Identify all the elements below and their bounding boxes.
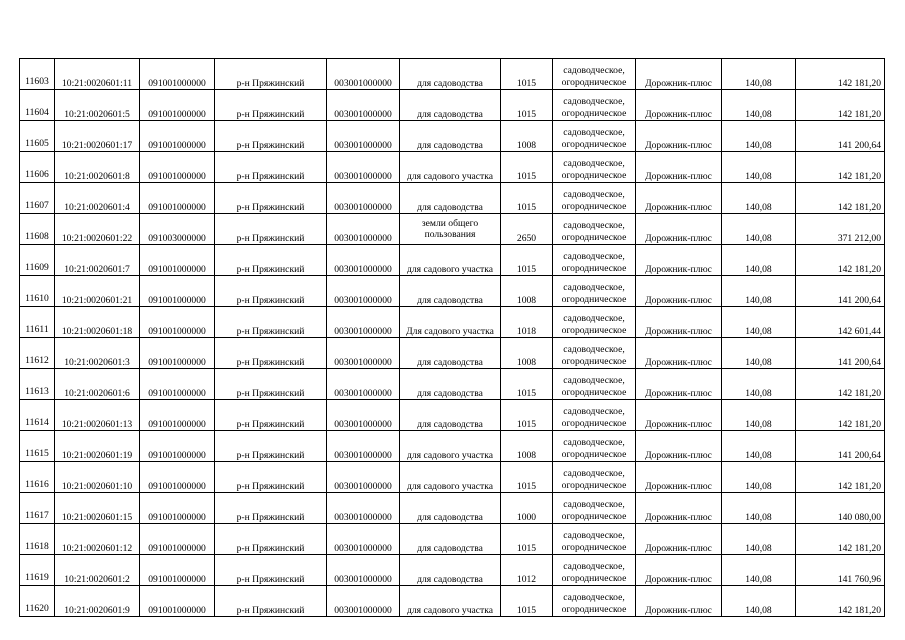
cell-land-category: садоводческое, огородническое bbox=[553, 307, 636, 338]
cell-district: р-н Пряжинский bbox=[215, 121, 327, 152]
cell-cadastral-number: 10:21:0020601:3 bbox=[55, 338, 140, 369]
cell-okato-code: 091001000000 bbox=[140, 90, 215, 121]
cell-land-category: садоводческое, огородническое bbox=[553, 555, 636, 586]
cell-cadastral-number: 10:21:0020601:10 bbox=[55, 462, 140, 493]
table-row bbox=[20, 276, 885, 307]
cell-district: р-н Пряжинский bbox=[215, 400, 327, 431]
cell-oktmo-code: 003001000000 bbox=[327, 524, 400, 555]
cell-district: р-н Пряжинский bbox=[215, 90, 327, 121]
table-row bbox=[20, 462, 885, 493]
cell-okato-code: 091001000000 bbox=[140, 462, 215, 493]
cell-permitted-use: для садового участка bbox=[400, 462, 501, 493]
cell-permitted-use: для садоводства bbox=[400, 493, 501, 524]
cell-specific-value: 140,08 bbox=[722, 214, 796, 245]
cell-settlement-name: Дорожник-плюс bbox=[636, 369, 722, 400]
cell-land-category: садоводческое, огородническое bbox=[553, 431, 636, 462]
table-row bbox=[20, 183, 885, 214]
cell-land-category: садоводческое, огородническое bbox=[553, 493, 636, 524]
cell-specific-value: 140,08 bbox=[722, 369, 796, 400]
cell-land-category: садоводческое, огородническое bbox=[553, 152, 636, 183]
cell-district: р-н Пряжинский bbox=[215, 555, 327, 586]
cell-okato-code: 091001000000 bbox=[140, 59, 215, 90]
table-row bbox=[20, 493, 885, 524]
cell-okato-code: 091001000000 bbox=[140, 369, 215, 400]
table-body bbox=[20, 59, 885, 617]
cell-row-number: 11606 bbox=[20, 152, 55, 183]
cell-cadastral-number: 10:21:0020601:4 bbox=[55, 183, 140, 214]
cell-row-number: 11616 bbox=[20, 462, 55, 493]
cell-specific-value: 140,08 bbox=[722, 245, 796, 276]
cell-land-category: садоводческое, огородническое bbox=[553, 369, 636, 400]
cell-district: р-н Пряжинский bbox=[215, 586, 327, 617]
cell-cadastral-number: 10:21:0020601:22 bbox=[55, 214, 140, 245]
cell-cadastral-value: 141 200,64 bbox=[796, 276, 885, 307]
cell-cadastral-number: 10:21:0020601:6 bbox=[55, 369, 140, 400]
cell-cadastral-number: 10:21:0020601:13 bbox=[55, 400, 140, 431]
cell-settlement-name: Дорожник-плюс bbox=[636, 462, 722, 493]
cell-okato-code: 091001000000 bbox=[140, 400, 215, 431]
table-row bbox=[20, 555, 885, 586]
cell-settlement-name: Дорожник-плюс bbox=[636, 59, 722, 90]
cell-district: р-н Пряжинский bbox=[215, 524, 327, 555]
cell-area: 1012 bbox=[501, 555, 553, 586]
cell-specific-value: 140,08 bbox=[722, 338, 796, 369]
cell-permitted-use: для садового участка bbox=[400, 245, 501, 276]
cell-permitted-use: для садоводства bbox=[400, 400, 501, 431]
cell-row-number: 11620 bbox=[20, 586, 55, 617]
cell-area: 1015 bbox=[501, 183, 553, 214]
cell-permitted-use: для садоводства bbox=[400, 59, 501, 90]
cell-okato-code: 091001000000 bbox=[140, 524, 215, 555]
cell-settlement-name: Дорожник-плюс bbox=[636, 431, 722, 462]
cell-area: 1008 bbox=[501, 121, 553, 152]
cell-cadastral-number: 10:21:0020601:11 bbox=[55, 59, 140, 90]
cell-oktmo-code: 003001000000 bbox=[327, 338, 400, 369]
cell-oktmo-code: 003001000000 bbox=[327, 121, 400, 152]
cell-okato-code: 091001000000 bbox=[140, 152, 215, 183]
cell-district: р-н Пряжинский bbox=[215, 338, 327, 369]
cell-oktmo-code: 003001000000 bbox=[327, 462, 400, 493]
cell-cadastral-value: 141 200,64 bbox=[796, 121, 885, 152]
cell-district: р-н Пряжинский bbox=[215, 276, 327, 307]
cell-area: 1015 bbox=[501, 59, 553, 90]
cell-land-category: садоводческое, огородническое bbox=[553, 90, 636, 121]
cell-oktmo-code: 003001000000 bbox=[327, 307, 400, 338]
cell-okato-code: 091001000000 bbox=[140, 338, 215, 369]
cell-area: 1008 bbox=[501, 431, 553, 462]
cell-cadastral-number: 10:21:0020601:12 bbox=[55, 524, 140, 555]
table-row bbox=[20, 524, 885, 555]
cell-district: р-н Пряжинский bbox=[215, 59, 327, 90]
cell-cadastral-value: 142 181,20 bbox=[796, 90, 885, 121]
cell-permitted-use: для садоводства bbox=[400, 369, 501, 400]
cell-settlement-name: Дорожник-плюс bbox=[636, 121, 722, 152]
cell-permitted-use: Для садового участка bbox=[400, 307, 501, 338]
cell-specific-value: 140,08 bbox=[722, 59, 796, 90]
cell-settlement-name: Дорожник-плюс bbox=[636, 276, 722, 307]
cell-settlement-name: Дорожник-плюс bbox=[636, 338, 722, 369]
cell-oktmo-code: 003001000000 bbox=[327, 276, 400, 307]
cell-district: р-н Пряжинский bbox=[215, 493, 327, 524]
cell-okato-code: 091001000000 bbox=[140, 183, 215, 214]
cell-settlement-name: Дорожник-плюс bbox=[636, 152, 722, 183]
cell-cadastral-value: 142 181,20 bbox=[796, 59, 885, 90]
cell-cadastral-number: 10:21:0020601:19 bbox=[55, 431, 140, 462]
cell-cadastral-number: 10:21:0020601:17 bbox=[55, 121, 140, 152]
cell-oktmo-code: 003001000000 bbox=[327, 431, 400, 462]
cell-oktmo-code: 003001000000 bbox=[327, 369, 400, 400]
cell-land-category: садоводческое, огородническое bbox=[553, 245, 636, 276]
cell-district: р-н Пряжинский bbox=[215, 307, 327, 338]
cell-area: 1015 bbox=[501, 400, 553, 431]
cell-row-number: 11610 bbox=[20, 276, 55, 307]
cell-row-number: 11603 bbox=[20, 59, 55, 90]
cell-land-category: садоводческое, огородническое bbox=[553, 524, 636, 555]
cell-cadastral-value: 142 181,20 bbox=[796, 400, 885, 431]
cell-district: р-н Пряжинский bbox=[215, 245, 327, 276]
cell-specific-value: 140,08 bbox=[722, 152, 796, 183]
cell-oktmo-code: 003001000000 bbox=[327, 586, 400, 617]
cell-cadastral-value: 142 181,20 bbox=[796, 183, 885, 214]
table-row bbox=[20, 431, 885, 462]
cell-cadastral-value: 141 200,64 bbox=[796, 431, 885, 462]
cell-cadastral-value: 142 181,20 bbox=[796, 152, 885, 183]
table-row bbox=[20, 59, 885, 90]
cell-area: 1015 bbox=[501, 152, 553, 183]
cell-row-number: 11608 bbox=[20, 214, 55, 245]
cell-row-number: 11614 bbox=[20, 400, 55, 431]
cell-area: 1008 bbox=[501, 338, 553, 369]
cell-okato-code: 091001000000 bbox=[140, 555, 215, 586]
cell-specific-value: 140,08 bbox=[722, 90, 796, 121]
cell-cadastral-number: 10:21:0020601:5 bbox=[55, 90, 140, 121]
cell-oktmo-code: 003001000000 bbox=[327, 400, 400, 431]
cell-row-number: 11619 bbox=[20, 555, 55, 586]
cell-land-category: садоводческое, огородническое bbox=[553, 338, 636, 369]
cell-row-number: 11613 bbox=[20, 369, 55, 400]
cell-permitted-use: для садового участка bbox=[400, 586, 501, 617]
cell-settlement-name: Дорожник-плюс bbox=[636, 555, 722, 586]
cell-row-number: 11615 bbox=[20, 431, 55, 462]
cell-permitted-use: земли общего пользования bbox=[400, 214, 501, 245]
table-row bbox=[20, 90, 885, 121]
cell-area: 1000 bbox=[501, 493, 553, 524]
cell-specific-value: 140,08 bbox=[722, 276, 796, 307]
cell-district: р-н Пряжинский bbox=[215, 183, 327, 214]
cell-cadastral-value: 142 181,20 bbox=[796, 462, 885, 493]
cell-cadastral-value: 371 212,00 bbox=[796, 214, 885, 245]
cell-area: 1015 bbox=[501, 369, 553, 400]
cell-permitted-use: для садоводства bbox=[400, 338, 501, 369]
cell-specific-value: 140,08 bbox=[722, 524, 796, 555]
cell-oktmo-code: 003001000000 bbox=[327, 90, 400, 121]
cell-cadastral-number: 10:21:0020601:8 bbox=[55, 152, 140, 183]
cell-settlement-name: Дорожник-плюс bbox=[636, 524, 722, 555]
cell-specific-value: 140,08 bbox=[722, 431, 796, 462]
cell-land-category: садоводческое, огородническое bbox=[553, 214, 636, 245]
cell-permitted-use: для садоводства bbox=[400, 276, 501, 307]
cell-area: 2650 bbox=[501, 214, 553, 245]
cell-settlement-name: Дорожник-плюс bbox=[636, 586, 722, 617]
cell-cadastral-value: 142 181,20 bbox=[796, 586, 885, 617]
cell-oktmo-code: 003001000000 bbox=[327, 152, 400, 183]
cell-okato-code: 091001000000 bbox=[140, 307, 215, 338]
cell-okato-code: 091003000000 bbox=[140, 214, 215, 245]
cell-district: р-н Пряжинский bbox=[215, 462, 327, 493]
cell-settlement-name: Дорожник-плюс bbox=[636, 90, 722, 121]
cell-land-category: садоводческое, огородническое bbox=[553, 121, 636, 152]
cell-okato-code: 091001000000 bbox=[140, 431, 215, 462]
cell-district: р-н Пряжинский bbox=[215, 431, 327, 462]
cell-okato-code: 091001000000 bbox=[140, 586, 215, 617]
cell-oktmo-code: 003001000000 bbox=[327, 183, 400, 214]
cell-settlement-name: Дорожник-плюс bbox=[636, 400, 722, 431]
cell-area: 1015 bbox=[501, 245, 553, 276]
cell-row-number: 11609 bbox=[20, 245, 55, 276]
table-row bbox=[20, 121, 885, 152]
cell-land-category: садоводческое, огородническое bbox=[553, 462, 636, 493]
cell-cadastral-number: 10:21:0020601:9 bbox=[55, 586, 140, 617]
cell-settlement-name: Дорожник-плюс bbox=[636, 183, 722, 214]
table-row bbox=[20, 369, 885, 400]
table-row bbox=[20, 307, 885, 338]
cell-row-number: 11605 bbox=[20, 121, 55, 152]
cell-cadastral-number: 10:21:0020601:15 bbox=[55, 493, 140, 524]
cell-okato-code: 091001000000 bbox=[140, 276, 215, 307]
cell-cadastral-number: 10:21:0020601:2 bbox=[55, 555, 140, 586]
cell-specific-value: 140,08 bbox=[722, 555, 796, 586]
cell-row-number: 11618 bbox=[20, 524, 55, 555]
table-row bbox=[20, 152, 885, 183]
cell-okato-code: 091001000000 bbox=[140, 245, 215, 276]
cell-permitted-use: для садоводства bbox=[400, 183, 501, 214]
cell-area: 1008 bbox=[501, 276, 553, 307]
land-plots-table bbox=[19, 58, 885, 617]
cell-okato-code: 091001000000 bbox=[140, 493, 215, 524]
table-row bbox=[20, 245, 885, 276]
cell-cadastral-number: 10:21:0020601:7 bbox=[55, 245, 140, 276]
cell-area: 1015 bbox=[501, 90, 553, 121]
cell-row-number: 11611 bbox=[20, 307, 55, 338]
table-row bbox=[20, 214, 885, 245]
cell-settlement-name: Дорожник-плюс bbox=[636, 245, 722, 276]
cell-specific-value: 140,08 bbox=[722, 183, 796, 214]
cell-oktmo-code: 003001000000 bbox=[327, 555, 400, 586]
cell-district: р-н Пряжинский bbox=[215, 214, 327, 245]
cell-permitted-use: для садового участка bbox=[400, 431, 501, 462]
cell-permitted-use: для садоводства bbox=[400, 121, 501, 152]
cell-row-number: 11612 bbox=[20, 338, 55, 369]
table-row bbox=[20, 338, 885, 369]
cell-cadastral-value: 142 181,20 bbox=[796, 245, 885, 276]
cell-row-number: 11607 bbox=[20, 183, 55, 214]
cell-permitted-use: для садоводства bbox=[400, 524, 501, 555]
cell-land-category: садоводческое, огородническое bbox=[553, 59, 636, 90]
cell-area: 1018 bbox=[501, 307, 553, 338]
cell-area: 1015 bbox=[501, 524, 553, 555]
cell-cadastral-value: 141 200,64 bbox=[796, 338, 885, 369]
cell-land-category: садоводческое, огородническое bbox=[553, 586, 636, 617]
cell-cadastral-value: 140 080,00 bbox=[796, 493, 885, 524]
cell-settlement-name: Дорожник-плюс bbox=[636, 214, 722, 245]
cell-area: 1015 bbox=[501, 586, 553, 617]
cell-settlement-name: Дорожник-плюс bbox=[636, 493, 722, 524]
cell-land-category: садоводческое, огородническое bbox=[553, 400, 636, 431]
cell-cadastral-value: 141 760,96 bbox=[796, 555, 885, 586]
cell-oktmo-code: 003001000000 bbox=[327, 214, 400, 245]
cell-cadastral-number: 10:21:0020601:21 bbox=[55, 276, 140, 307]
cell-cadastral-value: 142 181,20 bbox=[796, 524, 885, 555]
table-row bbox=[20, 400, 885, 431]
cell-district: р-н Пряжинский bbox=[215, 152, 327, 183]
cell-specific-value: 140,08 bbox=[722, 121, 796, 152]
cell-specific-value: 140,08 bbox=[722, 493, 796, 524]
cell-oktmo-code: 003001000000 bbox=[327, 493, 400, 524]
cell-settlement-name: Дорожник-плюс bbox=[636, 307, 722, 338]
cell-permitted-use: для садоводства bbox=[400, 90, 501, 121]
cell-cadastral-value: 142 181,20 bbox=[796, 369, 885, 400]
cell-land-category: садоводческое, огородническое bbox=[553, 183, 636, 214]
cell-permitted-use: для садоводства bbox=[400, 555, 501, 586]
cell-district: р-н Пряжинский bbox=[215, 369, 327, 400]
cell-land-category: садоводческое, огородническое bbox=[553, 276, 636, 307]
table-row bbox=[20, 586, 885, 617]
cell-row-number: 11617 bbox=[20, 493, 55, 524]
cell-area: 1015 bbox=[501, 462, 553, 493]
cell-specific-value: 140,08 bbox=[722, 586, 796, 617]
cell-specific-value: 140,08 bbox=[722, 462, 796, 493]
cell-row-number: 11604 bbox=[20, 90, 55, 121]
cell-permitted-use: для садового участка bbox=[400, 152, 501, 183]
cell-okato-code: 091001000000 bbox=[140, 121, 215, 152]
cell-oktmo-code: 003001000000 bbox=[327, 59, 400, 90]
cell-specific-value: 140,08 bbox=[722, 307, 796, 338]
cell-specific-value: 140,08 bbox=[722, 400, 796, 431]
cell-cadastral-number: 10:21:0020601:18 bbox=[55, 307, 140, 338]
cell-oktmo-code: 003001000000 bbox=[327, 245, 400, 276]
cell-cadastral-value: 142 601,44 bbox=[796, 307, 885, 338]
